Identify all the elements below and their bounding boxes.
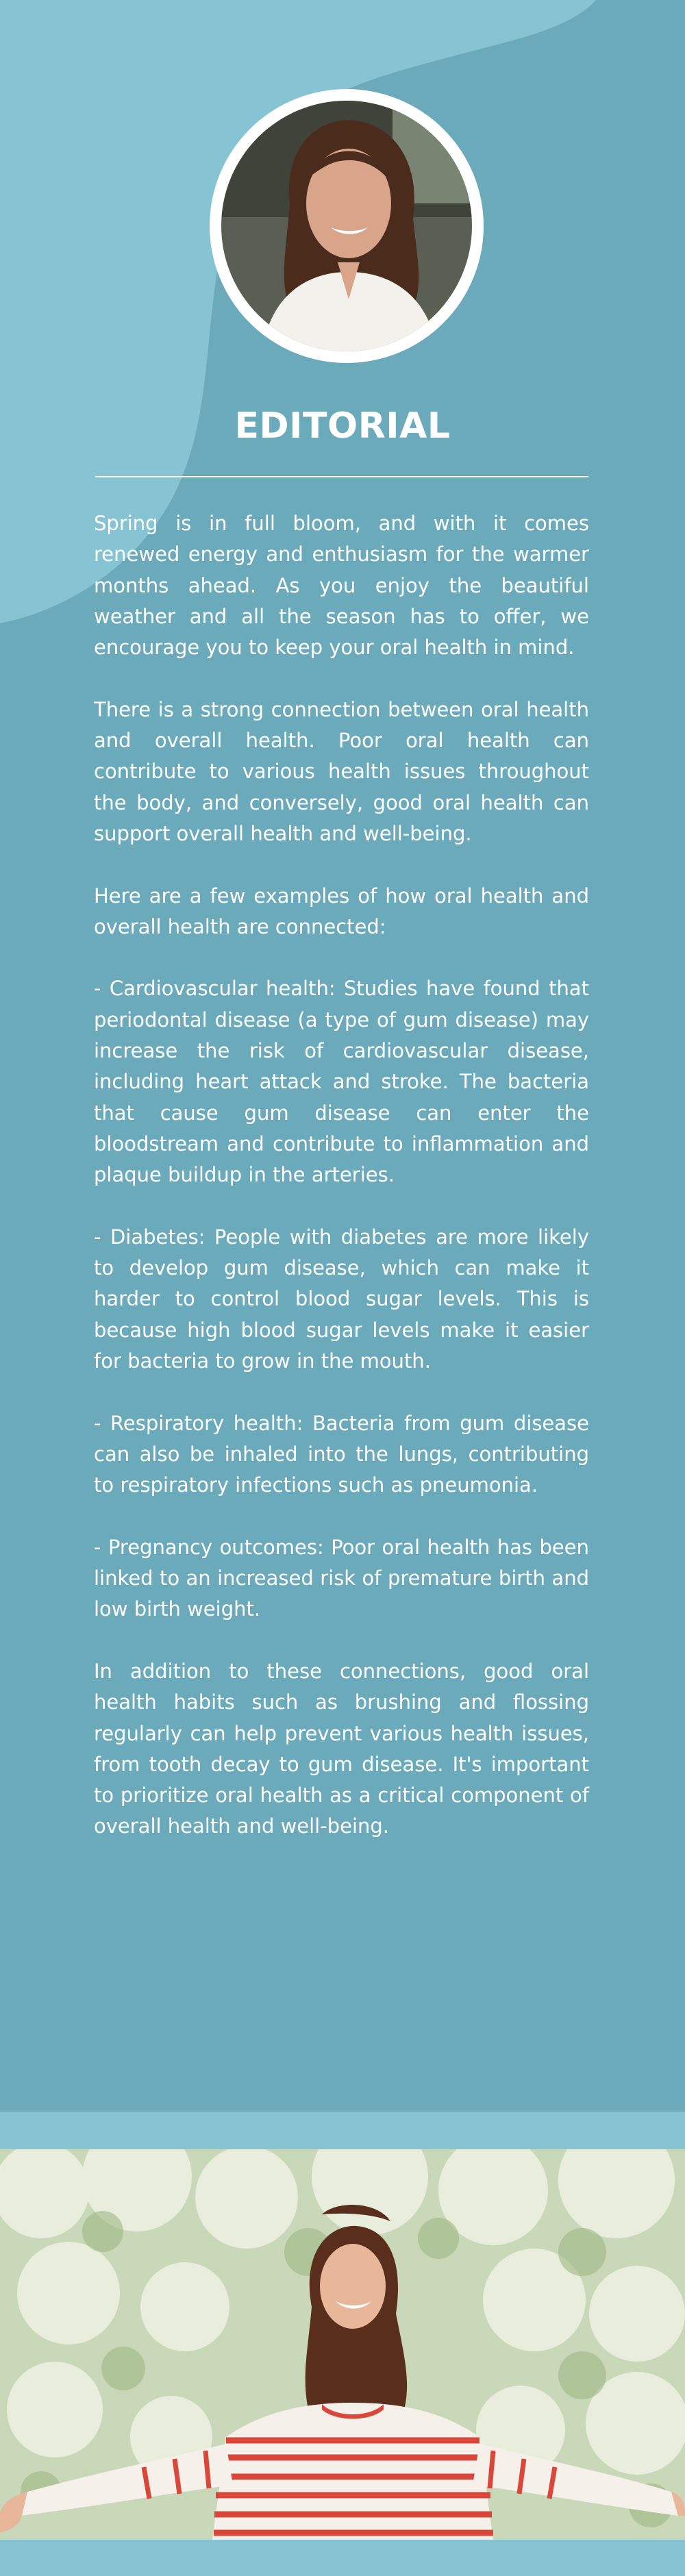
bottom-color-band (0, 2540, 685, 2576)
editorial-body (94, 508, 589, 1873)
paragraph: - Pregnancy outcomes: Poor oral health has been linked to an increased risk of premature birth and low birth weight. (94, 1535, 589, 1621)
paragraph: Here are a few examples of how oral health and overall health are connected: (94, 884, 589, 938)
paragraph: Spring is in full bloom, and with it comes renewed energy and enthusiasm for the warmer months ahead. As you enjoy the beautiful weather and all the season has to offer, we encourage you to keep your oral health in mind. (94, 512, 589, 660)
paragraph: - Respiratory health: Bacteria from gum disease can also be inhaled into the lungs, contributing to respiratory infections such as pneumonia. (94, 1411, 589, 1497)
paragraph: - Diabetes: People with diabetes are more likely to develop gum disease, which can make it harder to control blood sugar levels. This is because high blood sugar levels make it easier for bacteria to grow in the mouth. (94, 1225, 589, 1373)
author-portrait-frame (210, 89, 484, 363)
paragraph: There is a strong connection between oral health and overall health. Poor oral health can contribute to various health issues throughout the body, and conversely, good oral health can support overall health and well-being. (94, 697, 589, 845)
page-title: EDITORIAL (234, 405, 451, 447)
author-portrait (221, 101, 472, 351)
title-divider (95, 476, 588, 477)
paragraph: In addition to these connections, good oral health habits such as brushing and flossing regularly can help prevent various health issues, from tooth decay to gum disease. It's important to prioritize oral health as a critical component of overall health and well-being. (94, 1659, 589, 1838)
top-color-band (0, 2112, 685, 2149)
paragraph: - Cardiovascular health: Studies have found that periodontal disease (a type of gum disease) may increase the risk of cardiovascular disease, including heart attack and stroke. The bacteria that cause gum disease can enter the bloodstream and contribute to inflammation and plaque buildup in the arteries. (94, 977, 589, 1187)
spring-woman-photo (0, 2149, 685, 2540)
